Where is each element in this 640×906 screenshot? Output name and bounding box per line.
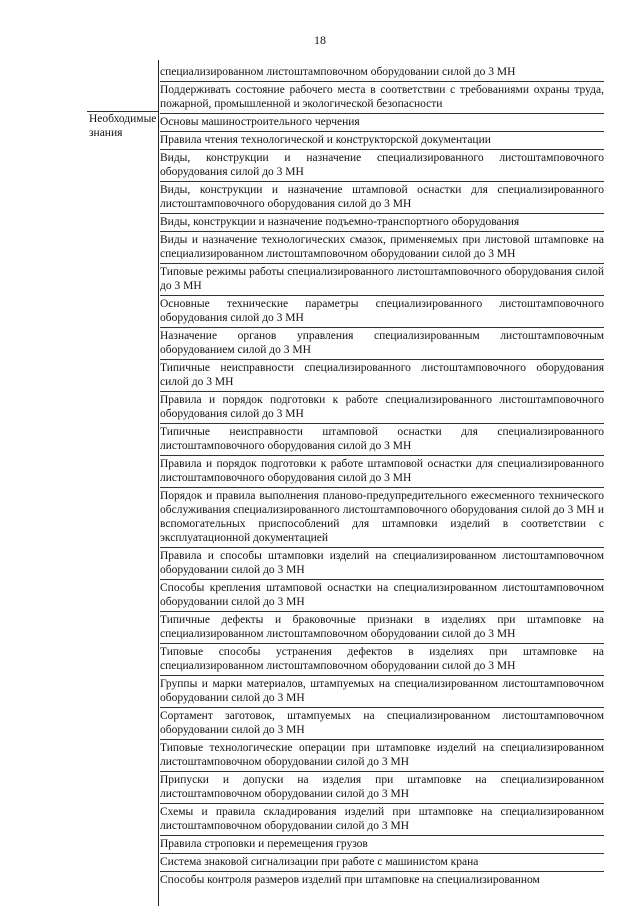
knowledge-item: Группы и марки материалов, штампуемых на специализированном листоштамповочном оборудовании силой до 3 МН xyxy=(160,677,604,708)
column-divider xyxy=(158,60,159,906)
knowledge-item: Типовые способы устранения дефектов в изделиях при штамповке на специализированном листоштамповочном оборудовании силой до 3 МН xyxy=(160,645,604,676)
knowledge-item: Способы контроля размеров изделий при штамповке на специализированном xyxy=(160,874,540,886)
page-number: 18 xyxy=(314,33,326,47)
knowledge-item: Типичные неисправности штамповой оснастки для специализированного листоштамповочного оборудования силой до 3 МН xyxy=(160,425,604,456)
knowledge-item: Типовые режимы работы специализированного листоштамповочного оборудования силой до 3 МН xyxy=(160,265,604,296)
knowledge-item: Порядок и правила выполнения планово-предупредительного ежесменного технического обслуживания специализированного листоштамповочного оборудования силой до 3 МН и вспомогательных приспособлений для штамповки изделий в соответствии с эксплуатационной документацией xyxy=(160,489,604,548)
knowledge-item: Сортамент заготовок, штампуемых на специализированном листоштамповочном оборудовании силой до 3 МН xyxy=(160,709,604,740)
knowledge-item: Виды, конструкции и назначение подъемно-транспортного оборудования xyxy=(160,215,604,232)
list-item: специализированном листоштамповочном оборудовании силой до 3 МН xyxy=(160,65,604,82)
knowledge-item: Типовые технологические операции при штамповке изделий на специализированном листоштамповочном оборудовании силой до 3 МН xyxy=(160,741,604,772)
knowledge-item: Припуски и допуски на изделия при штамповке на специализированном листоштамповочном оборудовании силой до 3 МН xyxy=(160,773,604,804)
knowledge-item: Виды и назначение технологических смазок, применяемых при листовой штамповке на специализированном листоштамповочном оборудовании силой до 3 МН xyxy=(160,233,604,264)
knowledge-item: Основы машиностроительного черчения xyxy=(160,115,604,132)
knowledge-item: Правила чтения технологической и конструкторской документации xyxy=(160,133,604,150)
knowledge-item: Правила и способы штамповки изделий на специализированном листоштамповочном оборудовании силой до 3 МН xyxy=(160,549,604,580)
list-item: Поддерживать состояние рабочего места в соответствии с требованиями охраны труда, пожарной, промышленной и экологической безопасности xyxy=(160,83,604,114)
knowledge-item: Виды, конструкции и назначение штамповой оснастки для специализированного листоштамповочного оборудования силой до 3 МН xyxy=(160,183,604,214)
knowledge-item: Назначение органов управления специализированным листоштамповочным оборудованием силой до 3 МН xyxy=(160,329,604,360)
knowledge-item: Правила строповки и перемещения грузов xyxy=(160,837,604,854)
knowledge-item: Способы крепления штамповой оснастки на специализированном листоштамповочном оборудовании силой до 3 МН xyxy=(160,581,604,612)
knowledge-item: Схемы и правила складирования изделий при штамповке на специализированном листоштамповочном оборудовании силой до 3 МН xyxy=(160,805,604,836)
knowledge-item: Правила и порядок подготовки к работе специализированного листоштамповочного оборудования силой до 3 МН xyxy=(160,393,604,424)
requirements-list xyxy=(160,65,604,890)
standard-table xyxy=(87,60,607,906)
section-label: Необходимые знания xyxy=(89,113,157,139)
knowledge-item: Типичные неисправности специализированного листоштамповочного оборудования силой до 3 МН xyxy=(160,361,604,392)
knowledge-item: Типичные дефекты и браковочные признаки в изделиях при штамповке на специализированном листоштамповочном оборудовании силой до 3 МН xyxy=(160,613,604,644)
knowledge-item: Основные технические параметры специализированного листоштамповочного оборудования силой до 3 МН xyxy=(160,297,604,328)
knowledge-item: Система знаковой сигнализации при работе с машинистом крана xyxy=(160,855,604,872)
knowledge-item: Виды, конструкции и назначение специализированного листоштамповочного оборудования силой до 3 МН xyxy=(160,151,604,182)
knowledge-item: Правила и порядок подготовки к работе штамповой оснастки для специализированного листоштамповочного оборудования силой до 3 МН xyxy=(160,457,604,488)
